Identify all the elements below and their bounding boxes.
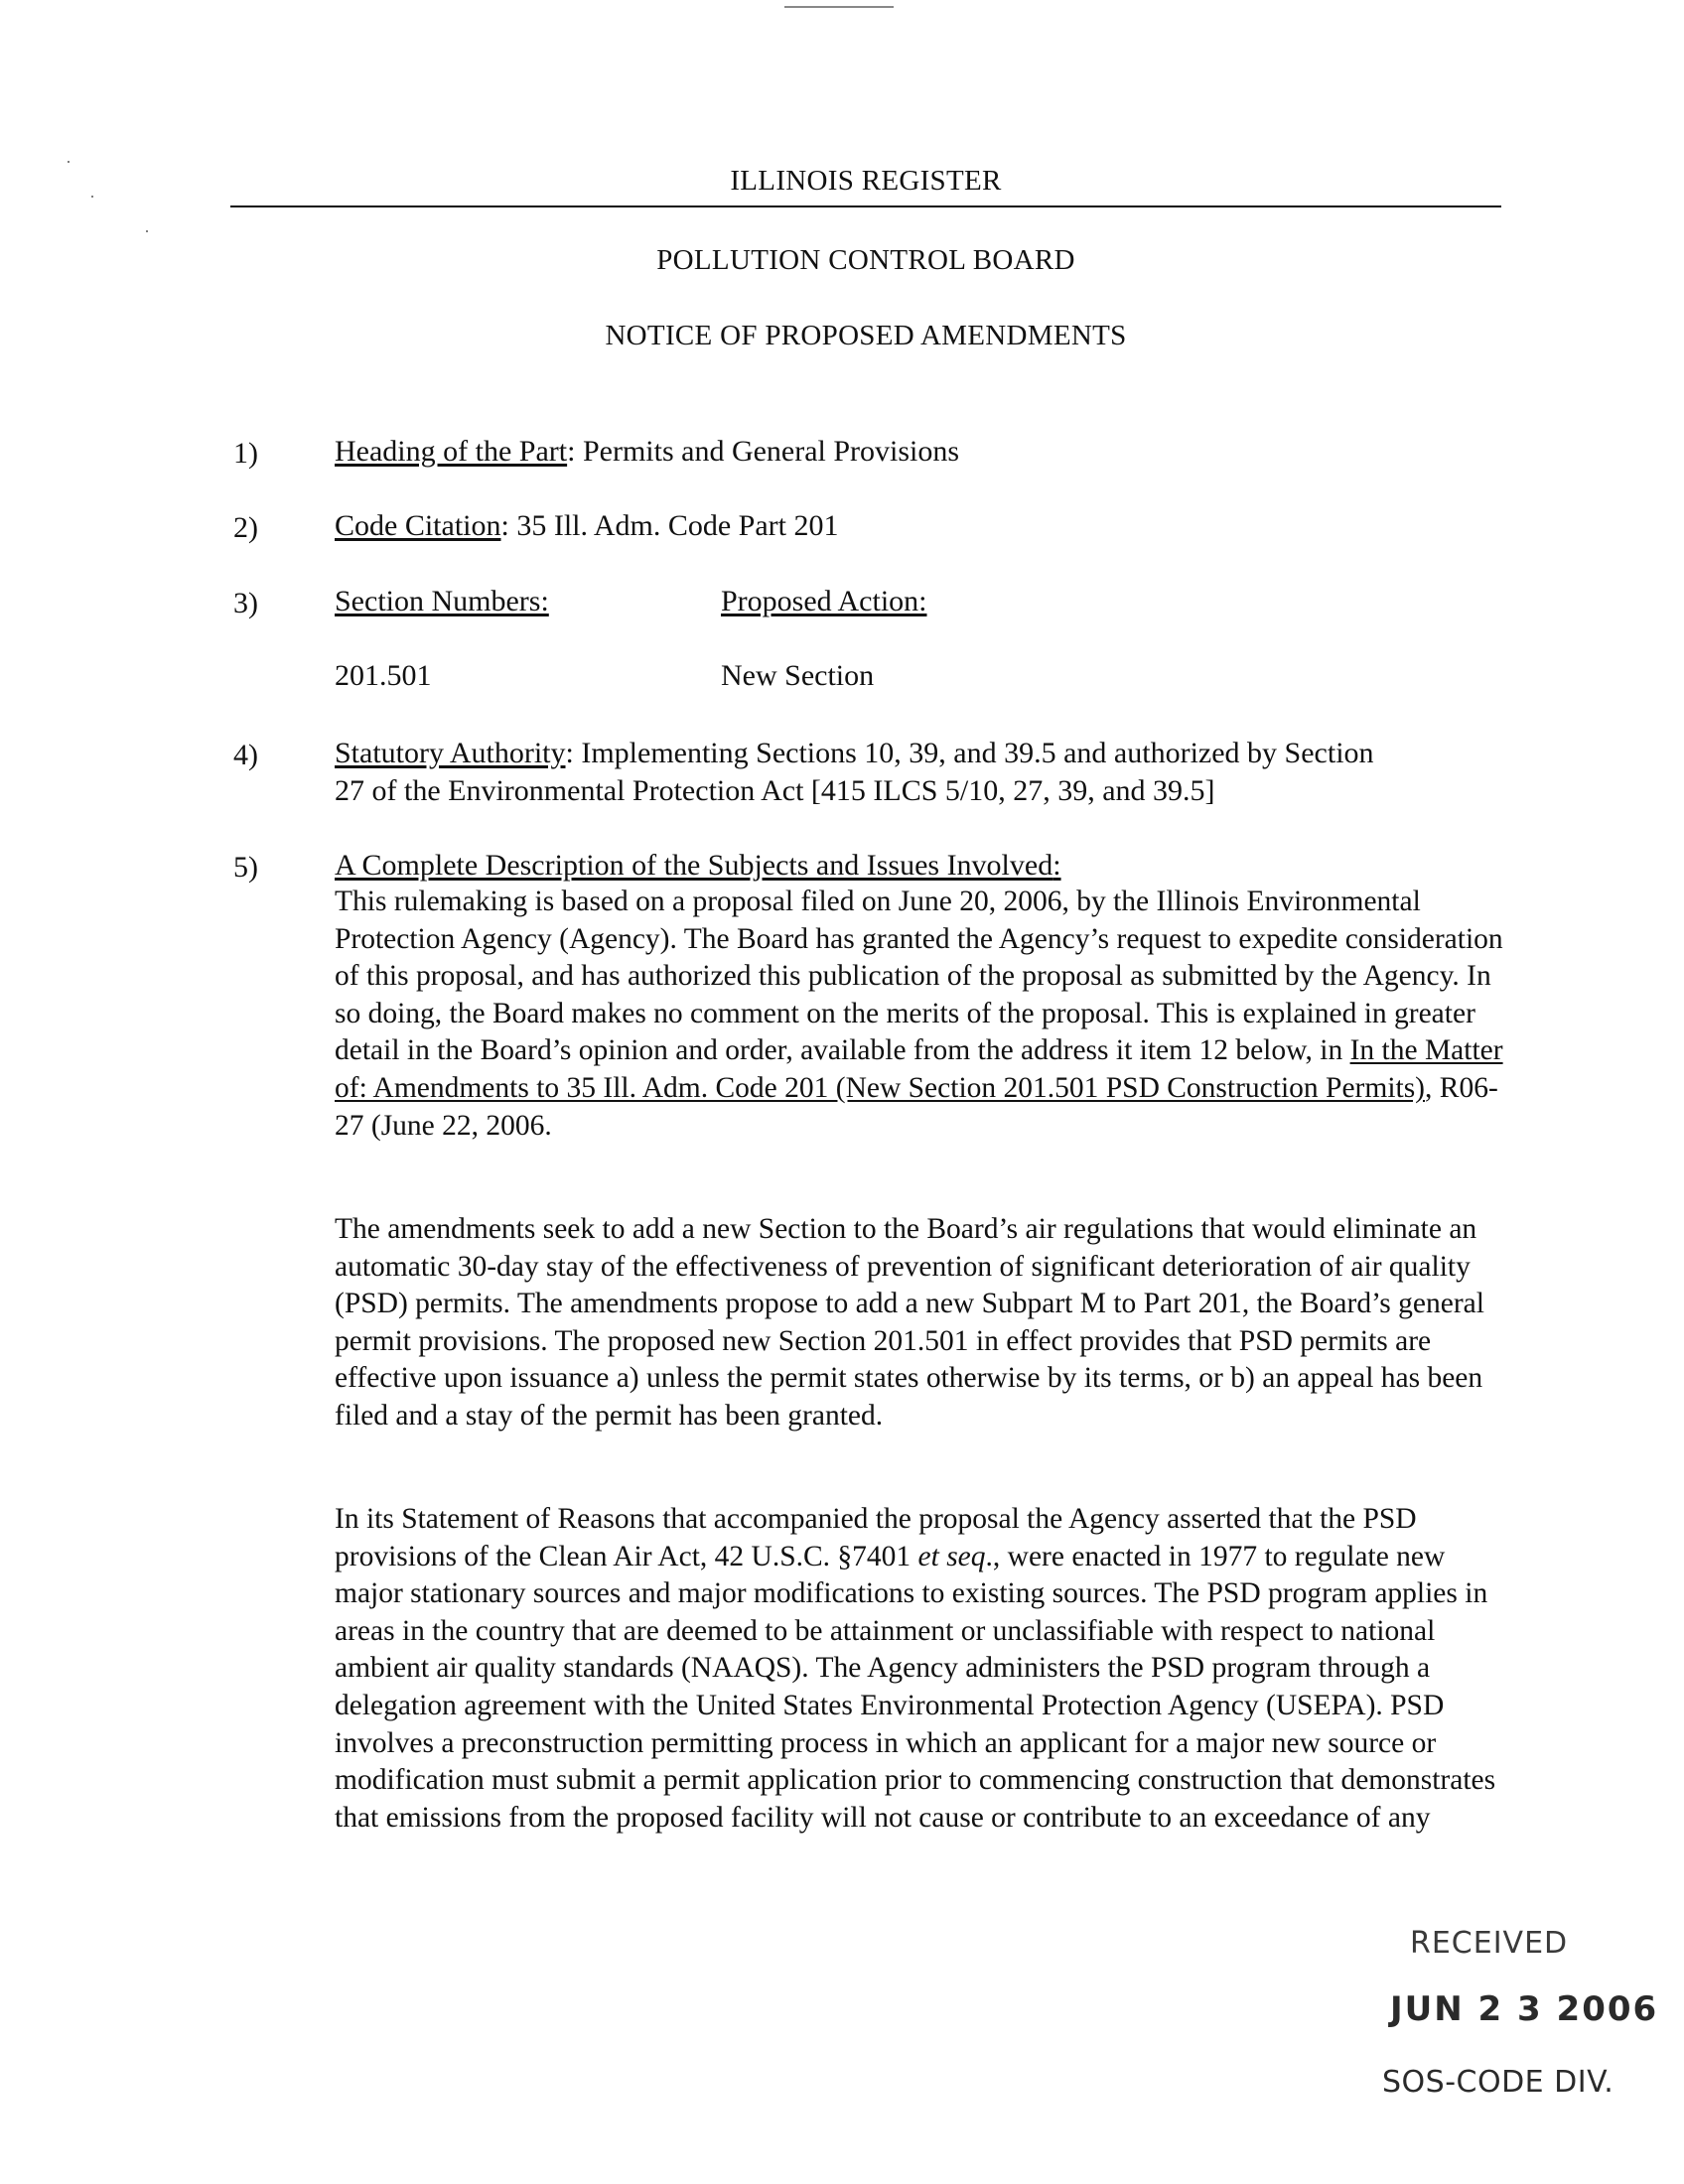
item-2-value: 35 Ill. Adm. Code Part 201 xyxy=(516,509,839,542)
item-4-text-1: Implementing Sections 10, 39, and 39.5 and authorized by Section xyxy=(581,737,1374,769)
scan-speck xyxy=(68,161,70,163)
p3-text-b: ., were enacted in 1977 to regulate new major stationary sources and major modifications to existing sources. The PSD program applies in areas in the country that are deemed to be attainment or unclassifiable with respect to national ambient air quality standards (NAAQS). The Agency administers the PSD program through a delegation agreement with the United States Environmental Protection Agency (USEPA). PSD involves a preconstruction permitting process in which an applicant for a major new source or modification must submit a permit application prior to commencing construction that demonstrates that emissions from the proposed facility will not cause or contribute to an exceedance of any xyxy=(335,1540,1496,1834)
item-5-label-text: A Complete Description of the Subjects and Issues Involved xyxy=(335,849,1053,882)
item-1: Heading of the Part: Permits and General Provisions xyxy=(335,435,960,468)
item-4-label: Statutory Authority xyxy=(335,737,566,769)
item-1-number: 1) xyxy=(233,437,258,470)
received-stamp: RECEIVED xyxy=(1410,1926,1569,1961)
item-2-number: 2) xyxy=(233,511,258,544)
section-numbers-label: Section Numbers: xyxy=(335,585,549,617)
received-date-stamp: JUN 2 3 2006 xyxy=(1390,1989,1659,2029)
item-2-label: Code Citation xyxy=(335,509,501,542)
item-4-line-2: 27 of the Environmental Protection Act [415 ILCS 5/10, 27, 39, and 39.5] xyxy=(335,774,1215,807)
item-4-line-1: Statutory Authority: Implementing Sections 10, 39, and 39.5 and authorized by Section xyxy=(335,737,1374,769)
item-5-number: 5) xyxy=(233,851,258,884)
item-1-label: Heading of the Part xyxy=(335,435,568,468)
item-1-value: Permits and General Provisions xyxy=(582,435,960,468)
item-2: Code Citation: 35 Ill. Adm. Code Part 201 xyxy=(335,509,839,542)
p3-emphasis: et seq xyxy=(917,1540,986,1572)
item-5-paragraph-3 xyxy=(335,1501,1506,1837)
item-4-number: 4) xyxy=(233,739,258,771)
proposed-action-value: New Section xyxy=(721,659,875,692)
scan-speck xyxy=(91,196,93,198)
item-5-paragraph-2: The amendments seek to add a new Section to the Board’s air regulations that would eliminate an automatic 30-day stay of the effectiveness of prevention of significant deterioration of air quality (PSD) permits. The amendments propose to add a new Subpart M to Part 201, the Board’s general permit provisions. The proposed new Section 201.501 in effect provides that PSD permits are effective upon issuance a) unless the permit states otherwise by its terms, or b) an appeal has been filed and a stay of the permit has been granted. xyxy=(335,1213,1484,1432)
item-3-number: 3) xyxy=(233,587,258,619)
scan-speck xyxy=(146,230,148,232)
notice-title: NOTICE OF PROPOSED AMENDMENTS xyxy=(605,320,1127,351)
proposed-action-label: Proposed Action: xyxy=(721,585,927,617)
register-title: ILLINOIS REGISTER xyxy=(730,165,1002,197)
item-5-label: A Complete Description of the Subjects and Issues Involved: xyxy=(335,849,1061,882)
header-rule xyxy=(230,205,1501,207)
case-citation: In the Matter of: Amendments to 35 Ill. Adm. Code 201 (New Section 201.501 PSD Construction Permits) xyxy=(335,1034,1503,1104)
item-5-paragraph-1 xyxy=(335,884,1506,1145)
scan-mark xyxy=(784,6,894,8)
section-number-value: 201.501 xyxy=(335,659,432,692)
p1-text-b: , R06-27 (June 22, 2006. xyxy=(335,1071,1498,1142)
division-stamp: SOS-CODE DIV. xyxy=(1382,2065,1614,2100)
p1-text-a: This rulemaking is based on a proposal filed on June 20, 2006, by the Illinois Environmental Protection Agency (Agency). The Board has granted the Agency’s request to expedite consideration of this proposal, and has authorized this publication of the proposal as submitted by the Agency. In so doing, the Board makes no comment on the merits of the proposal. This is explained in greater detail in the Board’s opinion and order, available from the address it item 12 below, in xyxy=(335,886,1503,1067)
board-title: POLLUTION CONTROL BOARD xyxy=(656,244,1075,276)
p3-text-a: In its Statement of Reasons that accompanied the proposal the Agency asserted that the PSD provisions of the Clean Air Act, 42 U.S.C. §7401 xyxy=(335,1503,1417,1572)
